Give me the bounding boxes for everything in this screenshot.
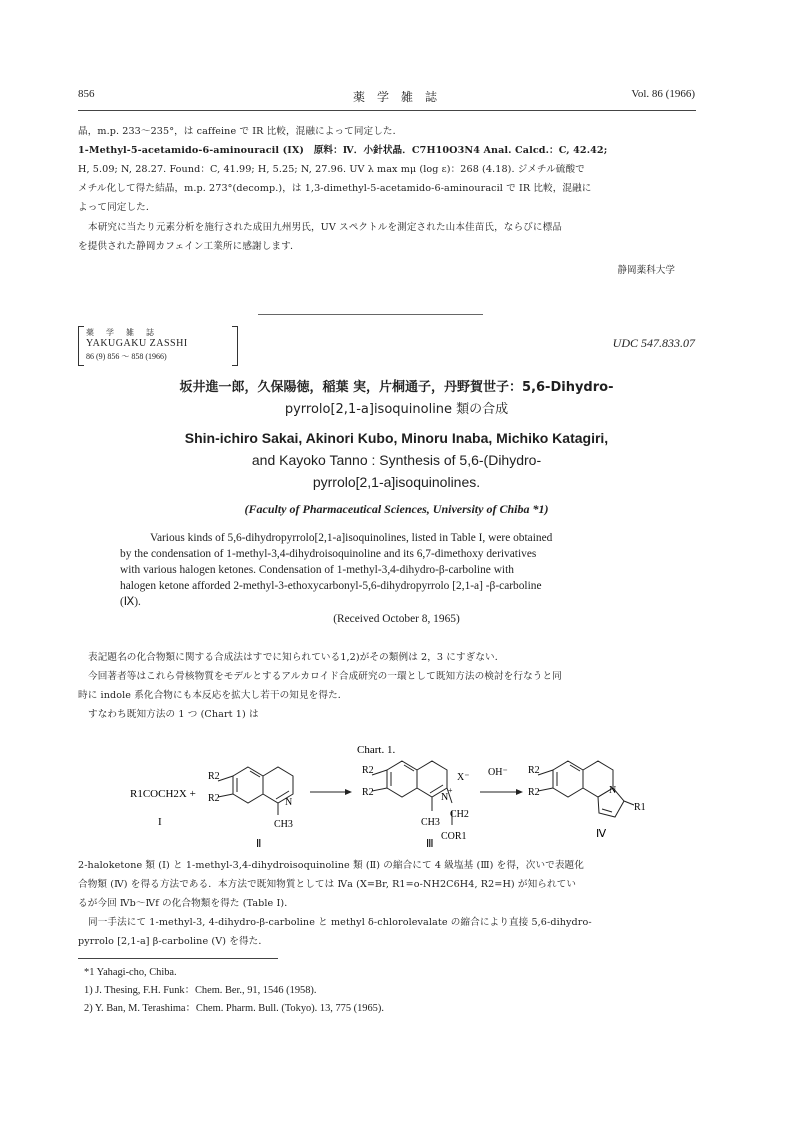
title-en-authors: Shin-ichiro Sakai, Akinori Kubo, Minoru Inaba, Michiko Katagiri,: [184, 430, 609, 446]
body-line: 合物類 (Ⅳ) を得る方法である．本方法で既知物質としては Ⅳa (X=Br, R1=o-NH2C6H4, R2=H) が知られてい: [78, 879, 577, 890]
compound-label-2: Ⅱ: [256, 838, 262, 850]
r2-label-2b: R2: [208, 793, 220, 804]
body-line: るが今回 Ⅳb～Ⅳf の化合物類を得た (Table I)．: [78, 898, 294, 909]
ch3-label-3: CH3: [421, 817, 440, 828]
body-line: 2-haloketone 類 (I) と 1-methyl-3,4-dihydroisoquinoline 類 (Ⅱ) の縮合にて 4 級塩基 (Ⅲ) を得，次いで表題化: [78, 860, 584, 871]
r1-label-4: R1: [634, 802, 646, 813]
arrow-head-1: [345, 789, 352, 795]
footnote-rule: [78, 958, 278, 959]
ch2-label-3: CH2: [450, 809, 469, 820]
r2-label-3a: R2: [362, 765, 374, 776]
continued-line: 晶，m.p. 233～235°，は caffeine で IR 比較，混融によって同定した．: [78, 126, 403, 137]
journal-name: 薬 学 雑 誌: [352, 90, 437, 104]
n-label-4: N: [609, 785, 617, 796]
body-line: pyrrolo [2,1-a] β-carboline (Ⅴ) を得た．: [78, 936, 269, 947]
n-label-2: N: [285, 797, 293, 808]
abstract-line: Various kinds of 5,6-dihydropyrrolo[2,1-a]isoquinolines, listed in Table I, were obtained: [150, 532, 553, 544]
compound-label-3: Ⅲ: [426, 838, 434, 850]
body-intro: [78, 648, 696, 724]
volume-info: Vol. 86 (1966): [631, 88, 695, 100]
body-line: すなわち既知方法の 1 つ (Chart 1) は: [88, 709, 259, 720]
body-line: 表記題名の化合物類に関する合成法はすでに知られている1,2)がその類例は 2，3 にすぎない．: [88, 652, 505, 663]
title-jp-line2: pyrrolo[2,1-a]isoquinoline 類の合成: [284, 402, 509, 417]
abstract-line: halogen ketone afforded 2-methyl-3-ethoxycarbonyl-5,6-dihydropyrrolo [2,1-a] -β-carboline: [120, 580, 542, 592]
hydroxide-label: OH⁻: [488, 767, 508, 778]
footnote-item: 2) Y. Ban, M. Terashima：Chem. Pharm. Bull. (Tokyo). 13, 775 (1965).: [84, 1003, 384, 1014]
continued-line: よって同定した．: [78, 202, 156, 213]
page-number: 856: [78, 88, 95, 100]
title-en-line3: pyrrolo[2,1-a]isoquinolines.: [312, 474, 481, 490]
reagent-label: R1COCH2X +: [130, 788, 196, 800]
body-method: [78, 856, 696, 951]
ack-line: を提供された静岡カフェイン工業所に感謝します．: [78, 241, 300, 252]
continued-line: メチル化して得た結晶，m.p. 273°(decomp.)，は 1,3-dimethyl-5-acetamido-6-aminouracil で IR 比較，混融に: [78, 183, 592, 194]
n-plus-label: N: [441, 792, 449, 803]
compound-3-structure: [372, 761, 452, 825]
bracket-left: [78, 326, 84, 366]
chart-1: [0, 735, 793, 850]
cor1-label-3: COR1: [441, 831, 467, 842]
header-rule: [78, 110, 696, 111]
body-line: 今回著者等はこれら骨核物質をモデルとするアルカロイド合成研究の一環として既知方法の検討を行なうと同: [88, 671, 562, 682]
r2-label-3b: R2: [362, 787, 374, 798]
plus-charge: +: [448, 786, 453, 795]
acknowledgement: [78, 218, 696, 256]
compound-4-structure: [538, 761, 634, 817]
citation-journal-en: YAKUGAKU ZASSHI: [86, 338, 188, 349]
footnote-item: 1) J. Thesing, F.H. Funk：Chem. Ber., 91, 1546 (1958).: [84, 985, 317, 996]
previous-affiliation: 静岡薬科大学: [617, 265, 675, 276]
abstract-line: with various halogen ketones. Condensation of 1-methyl-3,4-dihydro-β-carboline with: [120, 564, 514, 576]
chart-title: Chart. 1.: [357, 744, 396, 756]
citation-journal-jp: 薬 学 雑 誌: [86, 328, 156, 337]
title-en-line2: and Kayoko Tanno : Synthesis of 5,6-(Dihydro-: [251, 452, 542, 468]
abstract: [120, 530, 680, 610]
continued-experimental: [78, 122, 696, 217]
r2-label-4b: R2: [528, 787, 540, 798]
citation-box: [78, 326, 238, 364]
abstract-line: by the condensation of 1-methyl-3,4-dihydroisoquinoline and its 6,7-dimethoxy derivatives: [120, 548, 537, 560]
continued-line: H, 5.09; N, 28.27. Found：C, 41.99; H, 5.25; N, 27.96. UV λ max mμ (log ε)：268 (4.18). ジメチル硫酸で: [78, 164, 585, 175]
footnote-item: *1 Yahagi-cho, Chiba.: [84, 967, 177, 978]
body-line: 時に indole 系化合物にも本反応を拡大し若干の知見を得た．: [78, 690, 348, 701]
title-jp-line1: 坂井進一郎，久保陽徳，稲葉 実，片桐通子，丹野賀世子：5,6-Dihydro-: [179, 380, 614, 395]
abstract-line: (Ⅸ).: [120, 596, 141, 608]
r2-label-4a: R2: [528, 765, 540, 776]
ch3-label-2: CH3: [274, 819, 293, 830]
compound-label-4: Ⅳ: [596, 828, 607, 840]
compound-label-1: I: [158, 816, 162, 828]
bracket-right: [232, 326, 238, 366]
section-divider: [258, 314, 483, 315]
received-date: (Received October 8, 1965): [333, 613, 460, 625]
continued-line: 1-Methyl-5-acetamido-6-aminouracil (IX) 原料：Ⅳ．小針状晶．C7H10O3N4 Anal. Calcd.：C, 42.42;: [78, 145, 608, 156]
arrow-head-2: [516, 789, 523, 795]
r2-label-2a: R2: [208, 771, 220, 782]
body-line: 同一手法にて 1-methyl-3, 4-dihydro-β-carboline と methyl δ-chlorolevalate の縮合により直接 5,6-dihydro-: [88, 917, 592, 928]
citation-pages: 86 (9) 856 ～ 858 (1966): [86, 352, 167, 361]
ack-line: 本研究に当たり元素分析を施行された成田九州男氏，UV スペクトルを測定された山本佳苗氏，ならびに標品: [88, 222, 562, 233]
chart-1-scheme: [0, 735, 793, 850]
udc-code: UDC 547.833.07: [612, 336, 695, 350]
footnotes: [84, 964, 384, 1018]
x-minus-label: X⁻: [457, 772, 470, 783]
faculty-affiliation: (Faculty of Pharmaceutical Sciences, University of Chiba *1): [244, 502, 549, 516]
compound-2-structure: [218, 767, 293, 815]
